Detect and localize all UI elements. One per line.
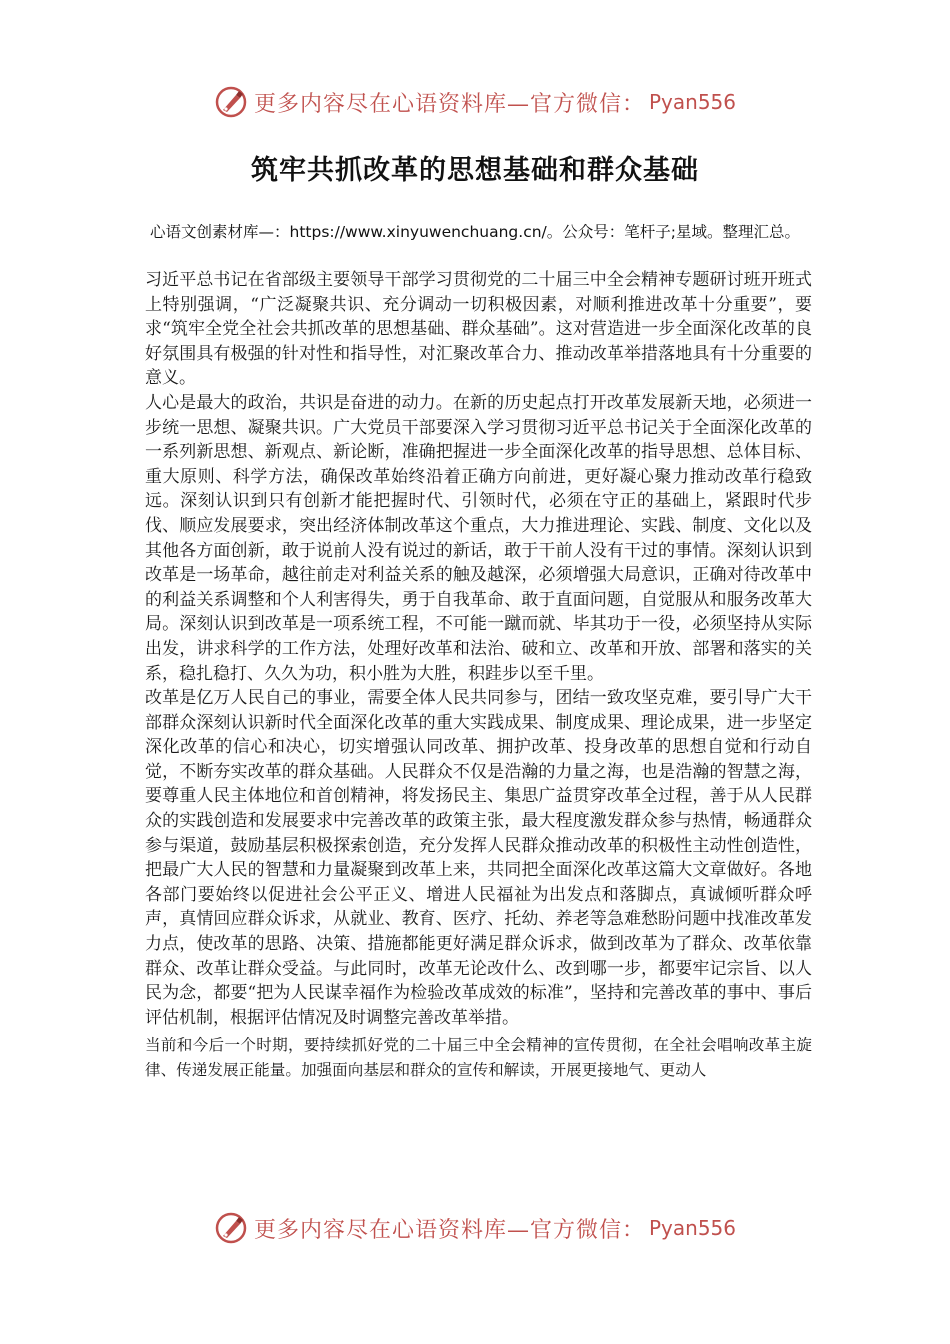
banner-wechat-id: Pyan556: [649, 90, 737, 114]
source-line: 心语文创素材库—：https://www.xinyuwenchuang.cn/。公众号：笔杆子;星域。整理汇总。: [150, 223, 800, 241]
paragraph: 改革是亿万人民自己的事业，需要全体人民共同参与，团结一致攻坚克难，要引导广大干部群众深刻认识新时代全面深化改革的重大实践成果、制度成果、理论成果，进一步坚定深化改革的信心和决心，切实增强认同改革、拥护改革、投身改革的思想自觉和行动自觉，不断夯实改革的群众基础。人民群众不仅是浩瀚的力量之海，也是浩瀚的智慧之海，要尊重人民主体地位和首创精神，将发扬民主、集思广益贯穿改革全过程，善于从人民群众的实践创造和发展要求中完善改革的政策主张，最大程度激发群众参与热情，畅通群众参与渠道，鼓励基层积极探索创造，充分发挥人民群众推动改革的积极性主动性创造性，把最广大人民的智慧和力量凝聚到改革上来，共同把全面深化改革这篇大文章做好。各地各部门要始终以促进社会公平正义、增进人民福祉为出发点和落脚点，真诚倾听群众呼声，真情回应群众诉求，从就业、教育、医疗、托幼、养老等急难愁盼问题中找准改革发力点，使改革的思路、决策、措施都能更好满足群众诉求，做到改革为了群众、改革依靠群众、改革让群众受益。与此同时，改革无论改什么、改到哪一步，都要牢记宗旨、以人民为念，都要“把为人民谋幸福作为检验改革成效的标准”，坚持和完善改革的事中、事后评估机制，根据评估情况及时调整完善改革举措。: [145, 688, 812, 1028]
pen-nib-seal-icon: [214, 85, 248, 119]
banner-text: 更多内容尽在心语资料库—官方微信：: [253, 91, 645, 117]
header-banner: [0, 82, 950, 122]
banner-wechat-id: Pyan556: [649, 1216, 737, 1240]
article-body: [145, 268, 812, 1083]
footer-banner: [0, 1208, 950, 1248]
page-title: 筑牢共抓改革的思想基础和群众基础: [251, 155, 699, 186]
pen-nib-seal-icon: [214, 1211, 248, 1245]
paragraph: 习近平总书记在省部级主要领导干部学习贯彻党的二十届三中全会精神专题研讨班开班式上特别强调，“广泛凝聚共识、充分调动一切积极因素，对顺利推进改革十分重要”，要求“筑牢全党全社会共抓改革的思想基础、群众基础”。这对营造进一步全面深化改革的良好氛围具有极强的针对性和指导性，对汇聚改革合力、推动改革举措落地具有十分重要的意义。: [145, 270, 812, 389]
paragraph: 当前和今后一个时期，要持续抓好党的二十届三中全会精神的宣传贯彻，在全社会唱响改革主旋律、传递发展正能量。加强面向基层和群众的宣传和解读，开展更接地气、更动人: [145, 1036, 812, 1080]
paragraph: 人心是最大的政治，共识是奋进的动力。在新的历史起点打开改革发展新天地，必须进一步统一思想、凝聚共识。广大党员干部要深入学习贯彻习近平总书记关于全面深化改革的一系列新思想、新观点、新论断，准确把握进一步全面深化改革的指导思想、总体目标、重大原则、科学方法，确保改革始终沿着正确方向前进，更好凝心聚力推动改革行稳致远。深刻认识到只有创新才能把握时代、引领时代，必须在守正的基础上，紧跟时代步伐、顺应发展要求，突出经济体制改革这个重点，大力推进理论、实践、制度、文化以及其他各方面创新，敢于说前人没有说过的新话，敢于干前人没有干过的事情。深刻认识到改革是一场革命，越往前走对利益关系的触及越深，必须增强大局意识，正确对待改革中的利益关系调整和个人利害得失，勇于自我革命、敢于直面问题，自觉服从和服务改革大局。深刻认识到改革是一项系统工程，不可能一蹴而就、毕其功于一役，必须坚持从实际出发，讲求科学的工作方法，处理好改革和法治、破和立、改革和开放、部署和落实的关系，稳扎稳打、久久为功，积小胜为大胜，积跬步以至千里。: [145, 392, 812, 684]
banner-text: 更多内容尽在心语资料库—官方微信：: [253, 1217, 645, 1243]
